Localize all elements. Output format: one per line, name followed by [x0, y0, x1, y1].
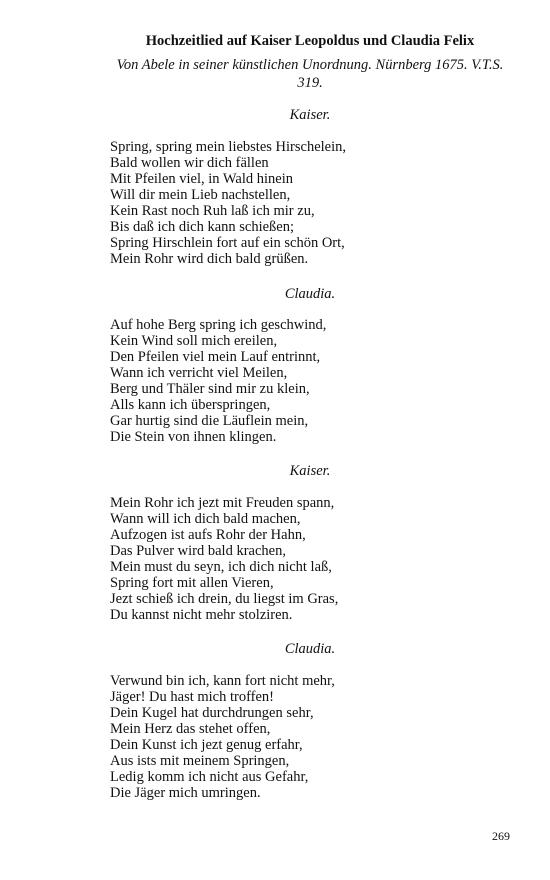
verse-line: Die Jäger mich umringen. — [110, 785, 261, 801]
verse-line: Spring, spring mein liebstes Hirschelein, — [110, 139, 346, 155]
speaker-label: Kaiser. — [289, 463, 331, 479]
speaker-label: Claudia. — [284, 641, 336, 657]
verse-line: Mein must du seyn, ich dich nicht laß, — [110, 559, 332, 575]
verse-line: Gar hurtig sind die Läuflein mein, — [110, 413, 309, 429]
stanza — [110, 673, 530, 801]
verse-line: Den Pfeilen viel mein Lauf entrinnt, — [110, 349, 321, 365]
verse-line: Dein Kunst ich jezt genug erfahr, — [110, 737, 303, 753]
verse-line: Kein Wind soll mich ereilen, — [110, 333, 278, 349]
verse-line: Die Stein von ihnen klingen. — [110, 429, 277, 445]
verse-line: Mein Rohr ich jezt mit Freuden spann, — [110, 495, 335, 511]
speaker-label: Claudia. — [284, 286, 336, 302]
stanza — [110, 495, 530, 623]
verse-line: Aus ists mit meinem Springen, — [110, 753, 290, 769]
speaker-label: Kaiser. — [289, 107, 331, 123]
stanza — [110, 139, 530, 267]
verse-line: Bis daß ich dich kann schießen; — [110, 219, 295, 235]
stanza — [110, 317, 530, 445]
verse-line: Mein Herz das stehet offen, — [110, 721, 271, 737]
verse-line: Mit Pfeilen viel, in Wald hinein — [110, 171, 294, 187]
verse-line: Auf hohe Berg spring ich geschwind, — [110, 317, 327, 333]
source-line-2: 319. — [297, 75, 323, 91]
verse-line: Dein Kugel hat durchdrungen sehr, — [110, 705, 314, 721]
verse-line: Du kannst nicht mehr stolziren. — [110, 607, 293, 623]
verse-line: Ledig komm ich nicht aus Gefahr, — [110, 769, 309, 785]
verse-line: Jezt schieß ich drein, du liegst im Gras, — [110, 591, 339, 607]
verse-line: Berg und Thäler sind mir zu klein, — [110, 381, 310, 397]
verse-line: Bald wollen wir dich fällen — [110, 155, 269, 171]
verse-line: Wann ich verricht viel Meilen, — [110, 365, 288, 381]
source-attribution — [100, 56, 520, 92]
verse-line: Verwund bin ich, kann fort nicht mehr, — [110, 673, 335, 689]
verse-line: Das Pulver wird bald krachen, — [110, 543, 286, 559]
poem-title: Hochzeitlied auf Kaiser Leopoldus und Claudia Felix — [145, 33, 475, 49]
verse-line: Will dir mein Lieb nachstellen, — [110, 187, 291, 203]
verse-line: Spring Hirschlein fort auf ein schön Ort, — [110, 235, 345, 251]
page-number: 269 — [492, 829, 510, 843]
verse-line: Wann will ich dich bald machen, — [110, 511, 301, 527]
verse-line: Kein Rast noch Ruh laß ich mir zu, — [110, 203, 315, 219]
verse-line: Aufzogen ist aufs Rohr der Hahn, — [110, 527, 306, 543]
verse-line: Jäger! Du hast mich troffen! — [110, 689, 275, 705]
verse-line: Mein Rohr wird dich bald grüßen. — [110, 251, 309, 267]
source-line-1: Von Abele in seiner künstlichen Unordnung. Nürnberg 1675. V.T.S. — [116, 57, 504, 73]
verse-line: Alls kann ich überspringen, — [110, 397, 271, 413]
verse-line: Spring fort mit allen Vieren, — [110, 575, 274, 591]
